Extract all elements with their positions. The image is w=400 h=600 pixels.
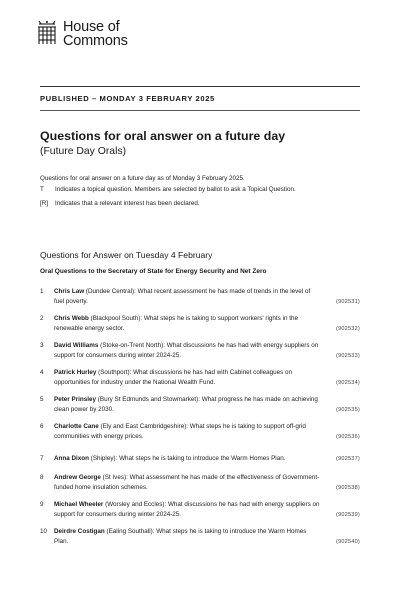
question-item <box>40 395 360 414</box>
question-reference: (902534) <box>336 379 360 386</box>
member-name: Patrick Hurley <box>54 369 97 376</box>
question-reference: (902532) <box>336 325 360 332</box>
question-item <box>40 527 360 546</box>
legend-item <box>40 186 360 193</box>
question-text: What steps he is taking to support off-grid communities with energy prices. <box>54 423 306 440</box>
member-name: Chris Law <box>54 288 85 295</box>
question-item <box>40 341 360 360</box>
legend-item <box>40 200 360 207</box>
member-name: Michael Wheeler <box>54 501 104 508</box>
published-date: PUBLISHED – MONDAY 3 FEBRUARY 2025 <box>40 94 215 103</box>
question-reference: (902537) <box>336 456 360 462</box>
house-of-commons-logo <box>36 20 128 48</box>
question-text: What progress he has made on achieving clean power by 2030. <box>54 396 318 413</box>
page-subtitle: (Future Day Orals) <box>40 146 127 157</box>
question-text: What discussions he has had with energy suppliers on support for consumers during winter 2024-25. <box>54 342 319 359</box>
intro-text: Questions for oral answer on a future day as of Monday 3 February 2025. <box>40 175 245 182</box>
question-reference: (902533) <box>336 352 360 359</box>
question-reference: (902536) <box>336 433 360 440</box>
member-name: Peter Prinsley <box>54 396 97 403</box>
question-text: What recent assessment he has made of trends in the level of fuel poverty. <box>54 288 311 305</box>
question-item <box>40 314 360 333</box>
question-text: What steps he is taking to introduce the Warm Homes Plan. <box>54 528 307 545</box>
question-item <box>40 368 360 387</box>
constituency: (St Ives): <box>102 474 128 481</box>
question-number: 5 <box>40 396 44 403</box>
constituency: (Shipley): <box>90 455 118 462</box>
section-heading: Questions for Answer on Tuesday 4 February <box>40 250 213 260</box>
question-reference: (902539) <box>336 511 360 518</box>
header-rule-top <box>40 86 360 87</box>
legend-text: Indicates a topical question. Members are selected by ballot to ask a Topical Question. <box>55 186 296 193</box>
question-number: 7 <box>40 455 44 462</box>
question-text: What assessment he has made of the effectiveness of Government-funded home insulation schemes. <box>54 474 320 491</box>
question-number: 3 <box>40 342 44 349</box>
member-name: David Williams <box>54 342 99 349</box>
question-item <box>40 422 360 441</box>
question-number: 6 <box>40 423 44 430</box>
question-number: 10 <box>40 528 48 535</box>
constituency: (Blackpool South): <box>90 315 143 322</box>
question-reference: (902535) <box>336 406 360 413</box>
question-reference: (902538) <box>336 484 360 491</box>
question-text: What discussions he has had with energy suppliers on support for consumers during winter 2024-25. <box>54 501 320 518</box>
logo-line-2: Commons <box>63 33 128 49</box>
member-name: Charlotte Cane <box>54 423 99 430</box>
constituency: (Stoke-on-Trent North): <box>100 342 165 349</box>
question-text: What steps he is taking to introduce the Warm Homes Plan. <box>119 455 286 462</box>
logo-wordmark <box>63 20 128 48</box>
constituency: (Southport): <box>98 369 132 376</box>
legend-key: [R] <box>40 200 49 207</box>
constituency: (Ely and East Cambridgeshire): <box>100 423 189 430</box>
legend-key: T <box>40 186 44 193</box>
question-item <box>40 287 360 306</box>
member-name: Chris Webb <box>54 315 89 322</box>
question-text: What steps he is taking to support workers' rights in the renewable energy sector. <box>54 315 298 332</box>
question-number: 1 <box>40 288 44 295</box>
header-rule-bottom <box>40 110 360 111</box>
logo-line-1: House of <box>63 19 120 35</box>
constituency: (Bury St Edmunds and Stowmarket): <box>97 396 200 403</box>
question-item <box>40 454 360 464</box>
page-title: Questions for oral answer on a future day <box>40 129 286 143</box>
legend-text: Indicates that a relevant interest has been declared. <box>55 200 200 207</box>
question-item <box>40 500 360 519</box>
question-number: 4 <box>40 369 44 376</box>
constituency: (Worsley and Eccles): <box>105 501 167 508</box>
department-heading: Oral Questions to the Secretary of State for Energy Security and Net Zero <box>40 268 267 275</box>
member-name: Deirdre Costigan <box>54 528 105 535</box>
question-number: 2 <box>40 315 44 322</box>
constituency: (Dundee Central): <box>85 288 136 295</box>
question-reference: (902540) <box>336 538 360 545</box>
question-text: What discussions he has had with Cabinet colleagues on opportunities for industry under the National Wealth Fund. <box>54 369 293 386</box>
member-name: Andrew George <box>54 474 101 481</box>
portcullis-icon <box>36 20 58 46</box>
question-item <box>40 473 360 492</box>
constituency: (Ealing Southall): <box>106 528 155 535</box>
question-number: 9 <box>40 501 44 508</box>
question-number: 8 <box>40 474 44 481</box>
question-reference: (902531) <box>336 298 360 305</box>
member-name: Anna Dixon <box>54 455 89 462</box>
